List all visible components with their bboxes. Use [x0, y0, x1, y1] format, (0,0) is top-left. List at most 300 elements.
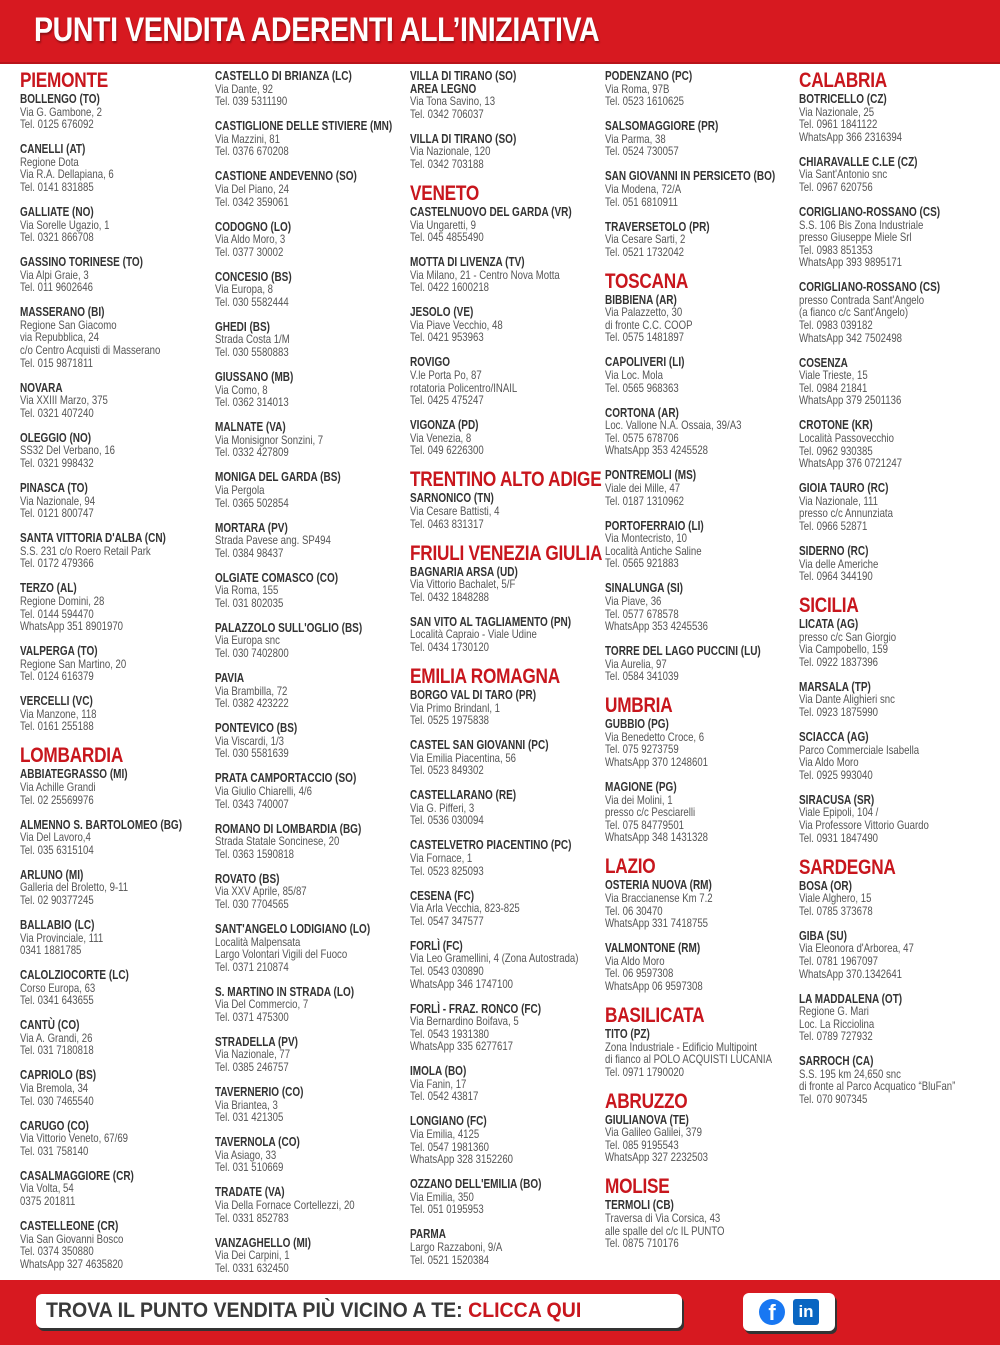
store-address: Via XXV Aprile, 85/87 [215, 884, 307, 899]
store-address: Via Della Fornace Cortellezzi, 20 [215, 1197, 355, 1212]
store-name: MAGIONE (PG) [605, 780, 677, 795]
store-phone: Tel. 0343 740007 [215, 796, 289, 811]
store-phone: Tel. 0385 246757 [215, 1060, 289, 1075]
store-name: CONCESIO (BS) [215, 269, 292, 284]
store-phone: Tel. 02 90377245 [20, 892, 94, 907]
store-address: Via Dante, 92 [215, 81, 273, 96]
store-name: ABBIATEGRASSO (MI) [20, 767, 128, 782]
store-name: SANTA VITTORIA D'ALBA (CN) [20, 531, 166, 546]
store-name: BOTRICELLO (CZ) [799, 92, 887, 106]
store-entry [20, 1170, 212, 1208]
store-entry [20, 1120, 212, 1158]
region-heading: ABRUZZO [605, 1089, 688, 1113]
store-entry [799, 618, 991, 668]
store-entry [605, 170, 797, 208]
store-phone: Tel. 0144 594470 [20, 606, 94, 621]
store-address: Via Alpi Graie, 3 [20, 267, 89, 282]
store-phone: Tel. 02 25569976 [20, 792, 94, 807]
store-address: rotatoria Policentro/INAIL [410, 380, 518, 395]
store-address: Via Roma, 155 [215, 583, 279, 598]
store-address: Corso Europa, 63 [20, 980, 96, 995]
store-phone: Tel. 030 7465540 [20, 1093, 94, 1108]
store-phone: Tel. 0923 1875990 [799, 705, 879, 720]
store-name: SALSOMAGGIORE (PR) [605, 119, 719, 134]
region-heading: EMILIA ROMAGNA [410, 664, 560, 688]
store-name: GALLIATE (NO) [20, 204, 94, 219]
store-address: Via Piave Vecchio, 48 [410, 317, 503, 332]
store-address: Via Aldo Moro [799, 755, 859, 770]
store-name: GIULIANOVA (TE) [605, 1112, 689, 1127]
store-address: Regione Dota [20, 154, 79, 169]
store-entry [215, 421, 407, 459]
store-phone: Tel. 0547 347577 [410, 913, 484, 928]
store-phone: Tel. 0536 030094 [410, 813, 484, 828]
store-phone: Tel. 0525 1975838 [410, 713, 490, 728]
store-phone: Tel. 0125 676092 [20, 117, 94, 132]
click-here-link[interactable]: CLICCA QUI [468, 1299, 582, 1322]
region-heading: MOLISE [605, 1175, 670, 1199]
store-name: CASALMAGGIORE (CR) [20, 1168, 134, 1183]
store-name: ROVATO (BS) [215, 871, 280, 886]
store-address: Loc. La Ricciolina [799, 1016, 875, 1031]
store-name: BOLLENGO (TO) [20, 92, 100, 106]
store-entry [410, 739, 602, 777]
store-entry [20, 869, 212, 907]
store-address: Regione Domini, 28 [20, 593, 105, 608]
store-name: SANT'ANGELO LODIGIANO (LO) [215, 921, 371, 936]
store-phone: Tel. 0374 350880 [20, 1244, 94, 1259]
store-name: FORLÌ (FC) [410, 938, 463, 953]
store-name: MASSERANO (BI) [20, 305, 105, 320]
store-address: Via R.A. Dellapiana, 6 [20, 167, 114, 182]
store-phone: WhatsApp 393 9895171 [799, 255, 903, 270]
store-entry [20, 645, 212, 683]
store-address: Via Vittorio Bachalet, 5/F [410, 577, 516, 592]
store-name: COSENZA [799, 355, 848, 370]
store-name: SCIACCA (AG) [799, 730, 869, 745]
store-phone: Tel. 0971 1790020 [605, 1064, 685, 1079]
store-phone: Tel. 0363 1590818 [215, 846, 295, 861]
store-entry [410, 1003, 602, 1053]
store-address: Parco Commerciale Isabella [799, 742, 920, 757]
store-phone: Tel. 0331 632450 [215, 1260, 289, 1275]
store-address: Via Europa snc [215, 633, 280, 648]
store-address: Via Europa, 8 [215, 282, 273, 297]
store-address: Via Braccianense Km 7.2 [605, 890, 713, 905]
store-address: Via Nazionale, 25 [799, 104, 875, 119]
store-entry [20, 582, 212, 632]
store-phone: Tel. 0961 1841122 [799, 117, 878, 132]
store-entry [410, 689, 602, 727]
store-phone: WhatsApp 346 1747100 [410, 976, 514, 991]
store-phone: Tel. 051 0195953 [410, 1202, 484, 1217]
store-entry [410, 1065, 602, 1103]
store-entry [20, 306, 212, 369]
store-phone: 0375 201811 [20, 1194, 76, 1208]
store-address: Via Cesare Battisti, 4 [410, 503, 500, 518]
store-address: Via Asiago, 33 [215, 1147, 277, 1162]
store-name: CASTELVETRO PIACENTINO (PC) [410, 838, 572, 853]
store-name: NOVARA [20, 380, 63, 395]
store-entry [20, 695, 212, 733]
store-address: di fronte C.C. COOP [605, 317, 693, 332]
store-name: STRADELLA (PV) [215, 1034, 298, 1049]
store-name: TERZO (AL) [20, 581, 77, 596]
store-name: MOTTA DI LIVENZA (TV) [410, 255, 525, 270]
store-address: Località Malpensata [215, 934, 301, 949]
store-entry [605, 942, 797, 992]
store-phone: Tel. 0172 479366 [20, 556, 94, 571]
store-entry [410, 356, 602, 406]
store-address: Strada Costa 1/M [215, 332, 290, 347]
store-address: Via Parma, 38 [605, 131, 666, 146]
store-entry [605, 70, 797, 108]
store-entry [799, 206, 991, 269]
store-address: Viale Trieste, 15 [799, 368, 868, 383]
store-address: Via Campobello, 159 [799, 642, 888, 657]
store-phone: Tel. 0781 1967097 [799, 953, 879, 968]
store-phone: Tel. 0382 423222 [215, 696, 289, 711]
store-phone: Tel. 030 7402800 [215, 646, 289, 661]
store-phone: WhatsApp 370 1248601 [605, 755, 709, 770]
store-phone: Tel. 075 84779501 [605, 817, 685, 832]
store-phone: Tel. 0523 1610625 [605, 94, 685, 109]
store-address: Via Bernardino Boifava, 5 [410, 1014, 519, 1029]
store-address: Via A. Grandi, 26 [20, 1030, 93, 1045]
region-heading: LAZIO [605, 855, 656, 879]
region-heading: CALABRIA [799, 69, 887, 92]
store-name: CASTELLO DI BRIANZA (LC) [215, 69, 352, 83]
store-phone: Tel. 0966 52871 [799, 518, 868, 533]
store-entry [215, 471, 407, 509]
store-name: ALMENNO S. BARTOLOMEO (BG) [20, 817, 183, 832]
store-entry [215, 873, 407, 911]
store-entry [799, 482, 991, 532]
store-name: CANTÙ (CO) [20, 1018, 80, 1033]
store-phone: Tel. 0434 1730120 [410, 639, 490, 654]
store-name: MORTARA (PV) [215, 520, 288, 535]
store-name: SINALUNGA (SI) [605, 581, 683, 596]
store-address: Via Piave, 36 [605, 593, 662, 608]
store-address: Via Del Lavoro,4 [20, 830, 91, 845]
column-3 [410, 70, 602, 1279]
store-name: CASTEL SAN GIOVANNI (PC) [410, 738, 549, 753]
store-entry [215, 120, 407, 158]
store-address: Viale Alghero, 15 [799, 891, 872, 906]
store-phone: Tel. 0565 921883 [605, 556, 679, 571]
store-phone: Tel. 070 907345 [799, 1092, 868, 1107]
store-phone: Tel. 0584 341039 [605, 669, 679, 684]
store-entry [215, 371, 407, 409]
store-phone: WhatsApp 335 6277617 [410, 1039, 514, 1054]
column-1 [20, 70, 212, 1283]
store-entry [799, 357, 991, 407]
store-address: SS32 Del Verbano, 16 [20, 443, 116, 458]
store-name: PARMA [410, 1227, 446, 1242]
store-address: Strada Pavese ang. SP494 [215, 533, 331, 548]
store-entry [215, 170, 407, 208]
store-address: Via Primo Brindanl, 1 [410, 700, 500, 715]
store-phone: Tel. 0983 851353 [799, 242, 873, 257]
store-address: Via Nazionale, 120 [410, 144, 491, 159]
store-entry [20, 206, 212, 244]
store-address: Via Briantea, 3 [215, 1097, 278, 1112]
region-heading: TRENTINO ALTO ADIGE [410, 468, 602, 492]
store-phone: Tel. 0371 475300 [215, 1009, 289, 1024]
store-phone: Tel. 0565 968363 [605, 380, 679, 395]
store-entry [410, 1178, 602, 1216]
store-address: Via Manzone, 118 [20, 706, 97, 721]
store-name: BALLABIO (LC) [20, 917, 95, 932]
store-entry [215, 1186, 407, 1224]
store-name: SAN VITO AL TAGLIAMENTO (PN) [410, 614, 572, 629]
store-phone: Tel. 0547 1981360 [410, 1139, 490, 1154]
store-address: S.S. 106 Bis Zona Industriale [799, 217, 924, 232]
store-entry [605, 120, 797, 158]
store-phone: 0341 1881785 [20, 943, 82, 958]
store-entry [20, 432, 212, 470]
store-phone: Tel. 0365 502854 [215, 495, 289, 510]
store-address: Zona Industriale - Edificio Multipoint [605, 1039, 758, 1054]
store-name: LA MADDALENA (OT) [799, 991, 903, 1006]
store-address: Via Dei Carpini, 1 [215, 1248, 290, 1263]
store-entry [410, 890, 602, 928]
store-address: Località Antiche Saline [605, 543, 702, 558]
store-phone: Tel. 031 510669 [215, 1160, 284, 1175]
store-phone: WhatsApp 351 8901970 [20, 619, 124, 634]
store-name: VALPERGA (TO) [20, 644, 98, 659]
store-address: Via Aldo Moro [605, 953, 665, 968]
store-phone: Tel. 0577 678578 [605, 606, 679, 621]
store-entry [215, 672, 407, 710]
store-phone: Tel. 030 7704565 [215, 896, 289, 911]
store-entry [215, 1036, 407, 1074]
store-name: GIOIA TAURO (RC) [799, 481, 889, 496]
store-name: SIDERNO (RC) [799, 543, 869, 558]
store-entry [20, 819, 212, 857]
store-phone: WhatsApp 353 4245536 [605, 619, 709, 634]
store-entry [410, 616, 602, 654]
store-entry [20, 919, 212, 957]
store-name: SIRACUSA (SR) [799, 792, 875, 807]
store-entry [410, 789, 602, 827]
store-name: OLEGGIO (NO) [20, 430, 92, 445]
store-name: VILLA DI TIRANO (SO) [410, 131, 517, 146]
store-entry [215, 221, 407, 259]
store-phone: Tel. 0384 98437 [215, 545, 284, 560]
store-entry [410, 566, 602, 604]
linkedin-icon[interactable]: in [793, 1299, 819, 1325]
store-phone: Tel. 085 9195543 [605, 1137, 679, 1152]
store-address: Via Viscardi, 1/3 [215, 733, 285, 748]
store-entry [20, 482, 212, 520]
store-phone: Tel. 06 30470 [605, 903, 663, 918]
store-phone: Tel. 0962 930385 [799, 443, 873, 458]
store-name: PODENZANO (PC) [605, 69, 693, 83]
store-phone: Tel. 0371 210874 [215, 959, 289, 974]
store-entry [215, 823, 407, 861]
store-phone: WhatsApp 327 2232503 [605, 1150, 709, 1165]
store-address: Via Nazionale, 77 [215, 1047, 291, 1062]
store-name: TRADATE (VA) [215, 1185, 285, 1200]
store-phone: Tel. 0422 1600218 [410, 280, 490, 295]
store-entry [799, 993, 991, 1043]
store-phone: Tel. 0341 643655 [20, 993, 94, 1008]
store-name: BORGO VAL DI TARO (PR) [410, 687, 537, 702]
store-name: CROTONE (KR) [799, 418, 873, 433]
store-address: Traversa di Via Corsica, 43 [605, 1211, 721, 1226]
store-address: Via Galileo Galilei, 379 [605, 1125, 702, 1140]
store-phone: Tel. 0785 373678 [799, 903, 873, 918]
store-name: S. MARTINO IN STRADA (LO) [215, 984, 355, 999]
store-entry [215, 522, 407, 560]
store-name: CAPOLIVERI (LI) [605, 355, 685, 370]
store-address: Via Aurelia, 97 [605, 656, 667, 671]
store-address: Via Pergola [215, 482, 265, 497]
store-phone: Tel. 030 5582444 [215, 294, 289, 309]
store-list [20, 69, 995, 1275]
store-address: Via Provinciale, 111 [20, 930, 104, 945]
store-phone: Tel. 0342 706037 [410, 106, 484, 121]
store-name: PAVIA [215, 671, 245, 686]
store-address: Via Emilia, 350 [410, 1189, 474, 1204]
store-phone: Tel. 0543 1931380 [410, 1026, 490, 1041]
store-entry [799, 731, 991, 781]
store-phone: Tel. 0984 21841 [799, 380, 868, 395]
store-phone: Tel. 075 9273759 [605, 742, 679, 757]
store-name: PINASCA (TO) [20, 480, 88, 495]
store-name: GIBA (SU) [799, 928, 847, 943]
facebook-icon[interactable]: f [759, 1299, 785, 1325]
store-entry [410, 419, 602, 457]
store-phone: Tel. 0331 852783 [215, 1210, 289, 1225]
store-phone: WhatsApp 376 0721247 [799, 456, 903, 471]
region-heading: UMBRIA [605, 694, 673, 718]
store-name: SAN GIOVANNI IN PERSICETO (BO) [605, 169, 776, 184]
store-name: CASTELNUOVO DEL GARDA (VR) [410, 204, 572, 219]
store-name: MARSALA (TP) [799, 679, 871, 694]
store-address: Via Bremola, 34 [20, 1081, 89, 1096]
store-name: ROMANO DI LOMBARDIA (BG) [215, 821, 362, 836]
store-phone: Tel. 035 6315104 [20, 842, 94, 857]
region-heading: BASILICATA [605, 1003, 705, 1027]
store-phone: Tel. 0931 1847490 [799, 830, 879, 845]
store-name: TAVERNERIO (CO) [215, 1085, 304, 1100]
store-phone: Tel. 0521 1520384 [410, 1252, 490, 1267]
store-address: Via Fanin, 17 [410, 1076, 467, 1091]
store-name: CORIGLIANO-ROSSANO (CS) [799, 204, 941, 219]
store-entry [20, 256, 212, 294]
store-address: Via Emilia Piacentina, 56 [410, 750, 517, 765]
store-address: Regione G. Mari [799, 1004, 869, 1019]
store-phone: Tel. 0321 866708 [20, 230, 94, 245]
region-heading: TOSCANA [605, 269, 689, 293]
store-address: Via Emilia, 4125 [410, 1127, 480, 1142]
store-name: BOSA (OR) [799, 878, 852, 893]
store-entry [410, 133, 602, 171]
store-entry [605, 1199, 797, 1249]
store-entry [410, 1115, 602, 1165]
store-entry [605, 879, 797, 929]
store-phone: Tel. 0141 831885 [20, 179, 94, 194]
store-phone: Tel. 0187 1310962 [605, 493, 685, 508]
store-entry [799, 930, 991, 980]
store-address: S.S. 195 km 24,650 snc [799, 1066, 901, 1081]
store-phone: Tel. 031 7180818 [20, 1043, 94, 1058]
store-phone: Tel. 030 5581639 [215, 746, 289, 761]
store-entry [215, 772, 407, 810]
store-entry [605, 1114, 797, 1164]
store-address: Via Milano, 21 - Centro Nova Motta [410, 267, 560, 282]
store-entry [20, 969, 212, 1007]
store-phone: Tel. 0432 1848288 [410, 589, 490, 604]
region-heading: SARDEGNA [799, 855, 896, 879]
page-footer [0, 1280, 1000, 1345]
store-entry [410, 492, 602, 530]
store-address: presso Contrada Sant'Angelo [799, 292, 925, 307]
store-phone: WhatsApp 331 7418755 [605, 916, 709, 931]
store-address: Via Como, 8 [215, 382, 268, 397]
store-name: LONGIANO (FC) [410, 1114, 487, 1129]
store-address: (a fianco c/c Sant'Angelo) [799, 305, 909, 320]
store-name: ROVIGO [410, 355, 451, 370]
store-entry [215, 1136, 407, 1174]
store-address: Via Del Piano, 24 [215, 181, 290, 196]
store-name: CARUGO (CO) [20, 1118, 89, 1133]
store-name: SARNONICO (TN) [410, 491, 494, 506]
find-store-button[interactable] [36, 1294, 682, 1328]
store-address: Galleria del Broletto, 9-11 [20, 880, 129, 895]
store-address: Viale Epipoli, 104 / [799, 805, 879, 820]
store-phone: Tel. 0342 359061 [215, 194, 289, 209]
store-phone: Tel. 015 9871811 [20, 355, 93, 370]
store-phone: WhatsApp 327 4635820 [20, 1256, 124, 1271]
store-phone: WhatsApp 328 3152260 [410, 1152, 514, 1167]
store-address: S.S. 231 c/o Roero Retail Park [20, 543, 151, 558]
store-address: Via Dante Alighieri snc [799, 692, 895, 707]
store-entry [799, 681, 991, 719]
store-phone: WhatsApp 353 4245528 [605, 443, 709, 458]
store-entry [799, 156, 991, 194]
store-phone: Tel. 0967 620756 [799, 179, 873, 194]
store-subname: AREA LEGNO [410, 81, 477, 96]
store-phone: Tel. 0543 030890 [410, 963, 484, 978]
store-address: Viale dei Mille, 47 [605, 480, 681, 495]
store-phone: Tel. 031 421305 [215, 1110, 284, 1125]
store-entry [215, 722, 407, 760]
store-entry [215, 622, 407, 660]
region-heading: SICILIA [799, 594, 859, 618]
store-name: FORLÌ - FRAZ. RONCO (FC) [410, 1001, 542, 1016]
store-address: Via Arla Vecchia, 823-825 [410, 901, 520, 916]
store-phone: Tel. 0875 710176 [605, 1236, 679, 1251]
store-entry [215, 1086, 407, 1124]
store-name: VERCELLI (VC) [20, 694, 93, 709]
store-entry [410, 70, 602, 120]
store-entry [20, 143, 212, 193]
store-address: Via Achille Grandi [20, 780, 96, 795]
store-phone: Tel. 0376 670208 [215, 144, 289, 159]
store-phone: Tel. 045 4855490 [410, 230, 484, 245]
store-address: V.le Porta Po, 87 [410, 368, 482, 383]
store-address: Via Sant'Antonio snc [799, 167, 888, 182]
store-name: OSTERIA NUOVA (RM) [605, 878, 712, 893]
store-phone: Tel. 0983 039182 [799, 318, 873, 333]
store-entry [215, 572, 407, 610]
store-name: OLGIATE COMASCO (CO) [215, 570, 339, 585]
store-entry [605, 294, 797, 344]
store-entry [410, 256, 602, 294]
